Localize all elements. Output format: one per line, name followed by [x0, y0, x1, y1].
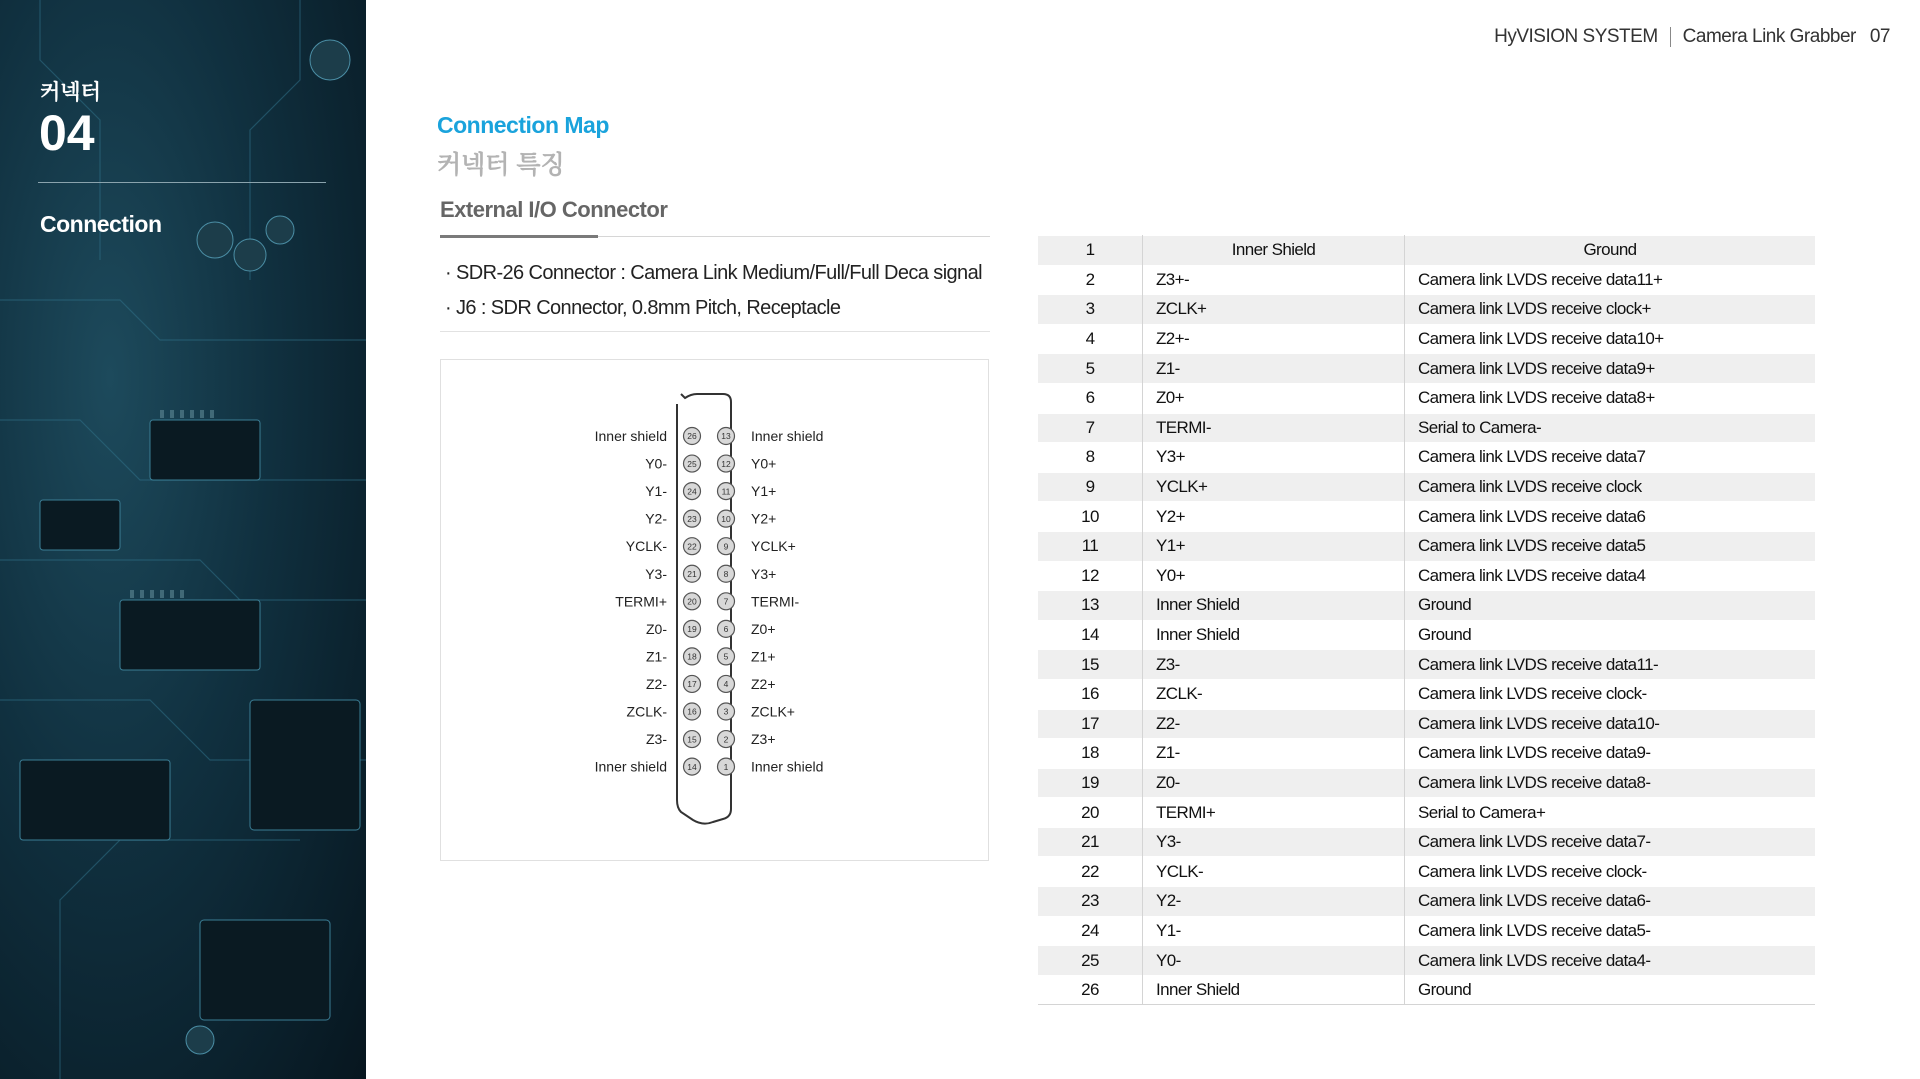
sdr26-pinout-svg	[441, 360, 988, 860]
description-cell: Camera link LVDS receive data11+	[1405, 265, 1816, 295]
pin-number: 7	[723, 596, 729, 607]
pin-number-cell: 10	[1038, 502, 1143, 532]
pin-label: Z3+	[751, 731, 776, 748]
pin-number-cell: 8	[1038, 443, 1143, 473]
table-row	[1038, 443, 1815, 473]
table-row	[1038, 946, 1815, 976]
description-cell: Camera link LVDS receive data10+	[1405, 324, 1816, 354]
pin-label: Z0-	[646, 620, 667, 637]
pin-number: 9	[723, 541, 729, 552]
pin-label: Y3-	[645, 565, 667, 582]
description-cell: Camera link LVDS receive data9+	[1405, 354, 1816, 384]
pin-7	[718, 593, 800, 610]
description-cell: Camera link LVDS receive data10-	[1405, 709, 1816, 739]
pin-label: Y0-	[645, 455, 667, 472]
pin-number: 23	[687, 513, 697, 524]
pin-number-cell: 17	[1038, 709, 1143, 739]
pin-22	[626, 538, 701, 555]
pin-number-cell: 26	[1038, 975, 1143, 1005]
pin-label: ZCLK-	[626, 703, 667, 720]
table-row	[1038, 739, 1815, 769]
pin-18	[646, 648, 701, 665]
table-row	[1038, 561, 1815, 591]
pin-number-cell: 4	[1038, 324, 1143, 354]
pin-21	[645, 565, 700, 582]
pin-number: 2	[723, 734, 729, 745]
product-name: Camera Link Grabber	[1682, 26, 1856, 47]
page-number: 07	[1869, 26, 1890, 47]
feature-item: · SDR-26 Connector : Camera Link Medium/Full/Full Deca signal	[445, 262, 982, 284]
signal-cell: Inner Shield	[1143, 591, 1405, 621]
pin-label: Y1+	[751, 483, 777, 500]
pin-number: 13	[721, 431, 731, 442]
page-header	[1494, 26, 1890, 48]
pin-number-cell: 22	[1038, 857, 1143, 887]
pin-26	[595, 428, 701, 445]
pin-label: YCLK-	[625, 538, 667, 555]
table-row	[1038, 472, 1815, 502]
pin-number-cell: 3	[1038, 295, 1143, 325]
pin-number: 11	[721, 486, 731, 497]
signal-cell: Y0+	[1143, 561, 1405, 591]
signal-cell: Y3+	[1143, 443, 1405, 473]
pin-17	[646, 675, 701, 692]
pin-label: TERMI-	[751, 593, 800, 610]
pin-number-cell: 23	[1038, 887, 1143, 917]
pin-assignment-table	[1038, 235, 1815, 1005]
pin-number: 26	[687, 431, 697, 442]
pin-6	[718, 620, 776, 637]
pin-number-cell: 18	[1038, 739, 1143, 769]
pin-5	[718, 648, 776, 665]
description-cell: Camera link LVDS receive clock	[1405, 472, 1816, 502]
description-cell: Camera link LVDS receive clock-	[1405, 679, 1816, 709]
pin-number: 17	[687, 679, 697, 690]
signal-cell: Z1-	[1143, 354, 1405, 384]
feature-item: · J6 : SDR Connector, 0.8mm Pitch, Receptacle	[445, 297, 841, 319]
signal-cell: Inner Shield	[1143, 236, 1405, 266]
pin-number-cell: 20	[1038, 798, 1143, 828]
table-row	[1038, 324, 1815, 354]
description-cell: Camera link LVDS receive data4-	[1405, 946, 1816, 976]
pin-12	[718, 455, 777, 472]
table-row	[1038, 354, 1815, 384]
pin-number: 3	[723, 706, 729, 717]
table-row	[1038, 591, 1815, 621]
table-row	[1038, 650, 1815, 680]
description-cell: Ground	[1405, 975, 1816, 1005]
pin-label: Z2-	[646, 675, 667, 692]
description-cell: Camera link LVDS receive data7-	[1405, 827, 1816, 857]
pin-number-cell: 9	[1038, 472, 1143, 502]
pin-25	[645, 455, 700, 472]
description-cell: Camera link LVDS receive clock+	[1405, 295, 1816, 325]
signal-cell: Z2-	[1143, 709, 1405, 739]
description-cell: Camera link LVDS receive data9-	[1405, 739, 1816, 769]
page-title: Connection Map	[437, 112, 609, 138]
table-row	[1038, 709, 1815, 739]
pin-24	[645, 483, 700, 500]
pin-number-cell: 21	[1038, 827, 1143, 857]
table-row	[1038, 531, 1815, 561]
table-row	[1038, 916, 1815, 946]
pin-number: 18	[687, 651, 697, 662]
signal-cell: Z2+-	[1143, 324, 1405, 354]
pin-number: 20	[687, 596, 697, 607]
signal-cell: Y1+	[1143, 531, 1405, 561]
page-title-korean: 커넥터 특징	[437, 151, 565, 179]
pin-label: Z2+	[751, 675, 776, 692]
table-row	[1038, 413, 1815, 443]
table-row	[1038, 265, 1815, 295]
pin-number-cell: 14	[1038, 620, 1143, 650]
pin-number: 5	[723, 651, 729, 662]
table-row	[1038, 768, 1815, 798]
pin-label: Inner shield	[594, 758, 667, 775]
pin-number-cell: 1	[1038, 236, 1143, 266]
pin-label: Inner shield	[751, 428, 824, 444]
pin-number: 21	[687, 568, 697, 579]
signal-cell: Z0-	[1143, 768, 1405, 798]
description-cell: Serial to Camera+	[1405, 798, 1816, 828]
signal-cell: Z0+	[1143, 383, 1405, 413]
table-row	[1038, 798, 1815, 828]
table-row	[1038, 887, 1815, 917]
description-cell: Camera link LVDS receive data5	[1405, 531, 1816, 561]
pin-9	[718, 538, 796, 555]
pin-label: Inner shield	[594, 428, 667, 444]
pin-label: ZCLK+	[751, 703, 795, 720]
signal-cell: TERMI+	[1143, 798, 1405, 828]
pin-8	[718, 565, 777, 582]
signal-cell: YCLK+	[1143, 472, 1405, 502]
section-number: 04	[39, 105, 95, 161]
pin-label: Inner shield	[751, 758, 824, 775]
table-row	[1038, 295, 1815, 325]
pin-label: Z1-	[646, 648, 667, 665]
pin-15	[646, 731, 701, 748]
signal-cell: Y1-	[1143, 916, 1405, 946]
pin-number-cell: 11	[1038, 531, 1143, 561]
description-cell: Camera link LVDS receive data6	[1405, 502, 1816, 532]
signal-cell: Y2+	[1143, 502, 1405, 532]
signal-cell: Inner Shield	[1143, 620, 1405, 650]
table-row	[1038, 827, 1815, 857]
brand-name: HyVISION SYSTEM	[1494, 26, 1658, 47]
pin-23	[645, 510, 700, 527]
circuit-board-image	[0, 0, 366, 1079]
pin-number-cell: 13	[1038, 591, 1143, 621]
feature-list	[445, 256, 982, 326]
description-cell: Serial to Camera-	[1405, 413, 1816, 443]
pin-4	[718, 675, 776, 692]
pin-number: 25	[687, 458, 697, 469]
pin-number-cell: 6	[1038, 383, 1143, 413]
signal-cell: Z3-	[1143, 650, 1405, 680]
sidebar-panel	[0, 0, 366, 1079]
table-row	[1038, 857, 1815, 887]
pin-number: 12	[721, 458, 731, 469]
connector-diagram	[440, 359, 989, 861]
pin-13	[718, 428, 824, 445]
pin-number: 16	[687, 706, 697, 717]
pin-number-cell: 15	[1038, 650, 1143, 680]
description-cell: Ground	[1405, 236, 1816, 266]
feature-rule	[440, 331, 990, 332]
pin-label: Y0+	[751, 455, 777, 472]
pin-label: Z0+	[751, 620, 776, 637]
table-row	[1038, 620, 1815, 650]
pin-number-cell: 25	[1038, 946, 1143, 976]
signal-cell: Inner Shield	[1143, 975, 1405, 1005]
pin-number: 10	[721, 513, 731, 524]
table-row	[1038, 502, 1815, 532]
pin-number: 19	[687, 624, 697, 635]
description-cell: Camera link LVDS receive data7	[1405, 443, 1816, 473]
description-cell: Camera link LVDS receive data11-	[1405, 650, 1816, 680]
pin-label: Y3+	[751, 565, 777, 582]
pin-number-cell: 24	[1038, 916, 1143, 946]
description-cell: Camera link LVDS receive data4	[1405, 561, 1816, 591]
signal-cell: Z1-	[1143, 739, 1405, 769]
description-cell: Camera link LVDS receive data6-	[1405, 887, 1816, 917]
section-title: Connection	[40, 211, 162, 237]
table-row	[1038, 975, 1815, 1005]
pin-number: 1	[723, 761, 729, 772]
pin-19	[646, 620, 701, 637]
pin-number: 24	[687, 486, 697, 497]
signal-cell: Y0-	[1143, 946, 1405, 976]
pin-20	[615, 593, 700, 610]
pin-number-cell: 7	[1038, 413, 1143, 443]
pin-label: TERMI+	[615, 593, 667, 610]
table-row	[1038, 679, 1815, 709]
description-cell: Camera link LVDS receive data8+	[1405, 383, 1816, 413]
header-divider	[1670, 27, 1671, 47]
pin-number-cell: 2	[1038, 265, 1143, 295]
table-row	[1038, 236, 1815, 266]
signal-cell: YCLK-	[1143, 857, 1405, 887]
pin-3	[718, 703, 795, 720]
pin-number: 15	[687, 734, 697, 745]
signal-cell: ZCLK+	[1143, 295, 1405, 325]
pin-2	[718, 731, 776, 748]
signal-cell: ZCLK-	[1143, 679, 1405, 709]
description-cell: Camera link LVDS receive data8-	[1405, 768, 1816, 798]
pin-label: YCLK+	[751, 538, 796, 555]
pin-number-cell: 16	[1038, 679, 1143, 709]
section-label: 커넥터	[40, 81, 101, 104]
pin-number: 8	[723, 568, 729, 579]
pin-label: Y2+	[751, 510, 777, 527]
pin-1	[718, 758, 824, 775]
pin-number-cell: 12	[1038, 561, 1143, 591]
signal-cell: Z3+-	[1143, 265, 1405, 295]
pin-11	[718, 483, 777, 500]
description-cell: Ground	[1405, 620, 1816, 650]
pin-16	[627, 703, 701, 720]
sidebar-divider	[38, 182, 326, 183]
pin-label: Z3-	[646, 731, 667, 748]
pin-number: 14	[687, 761, 697, 772]
description-cell: Ground	[1405, 591, 1816, 621]
pin-label: Y2-	[645, 510, 667, 527]
description-cell: Camera link LVDS receive clock-	[1405, 857, 1816, 887]
signal-cell: TERMI-	[1143, 413, 1405, 443]
pin-number-cell: 5	[1038, 354, 1143, 384]
pin-number: 22	[687, 541, 697, 552]
pin-10	[718, 510, 777, 527]
signal-cell: Y2-	[1143, 887, 1405, 917]
pin-label: Y1-	[645, 483, 667, 500]
pin-label: Z1+	[751, 648, 776, 665]
pin-14	[595, 758, 701, 775]
signal-cell: Y3-	[1143, 827, 1405, 857]
table-row	[1038, 383, 1815, 413]
subtitle-rule-accent	[440, 235, 598, 238]
pin-number: 4	[723, 679, 729, 690]
section-subtitle: External I/O Connector	[440, 197, 668, 222]
pin-number-cell: 19	[1038, 768, 1143, 798]
description-cell: Camera link LVDS receive data5-	[1405, 916, 1816, 946]
pin-number: 6	[723, 624, 729, 635]
